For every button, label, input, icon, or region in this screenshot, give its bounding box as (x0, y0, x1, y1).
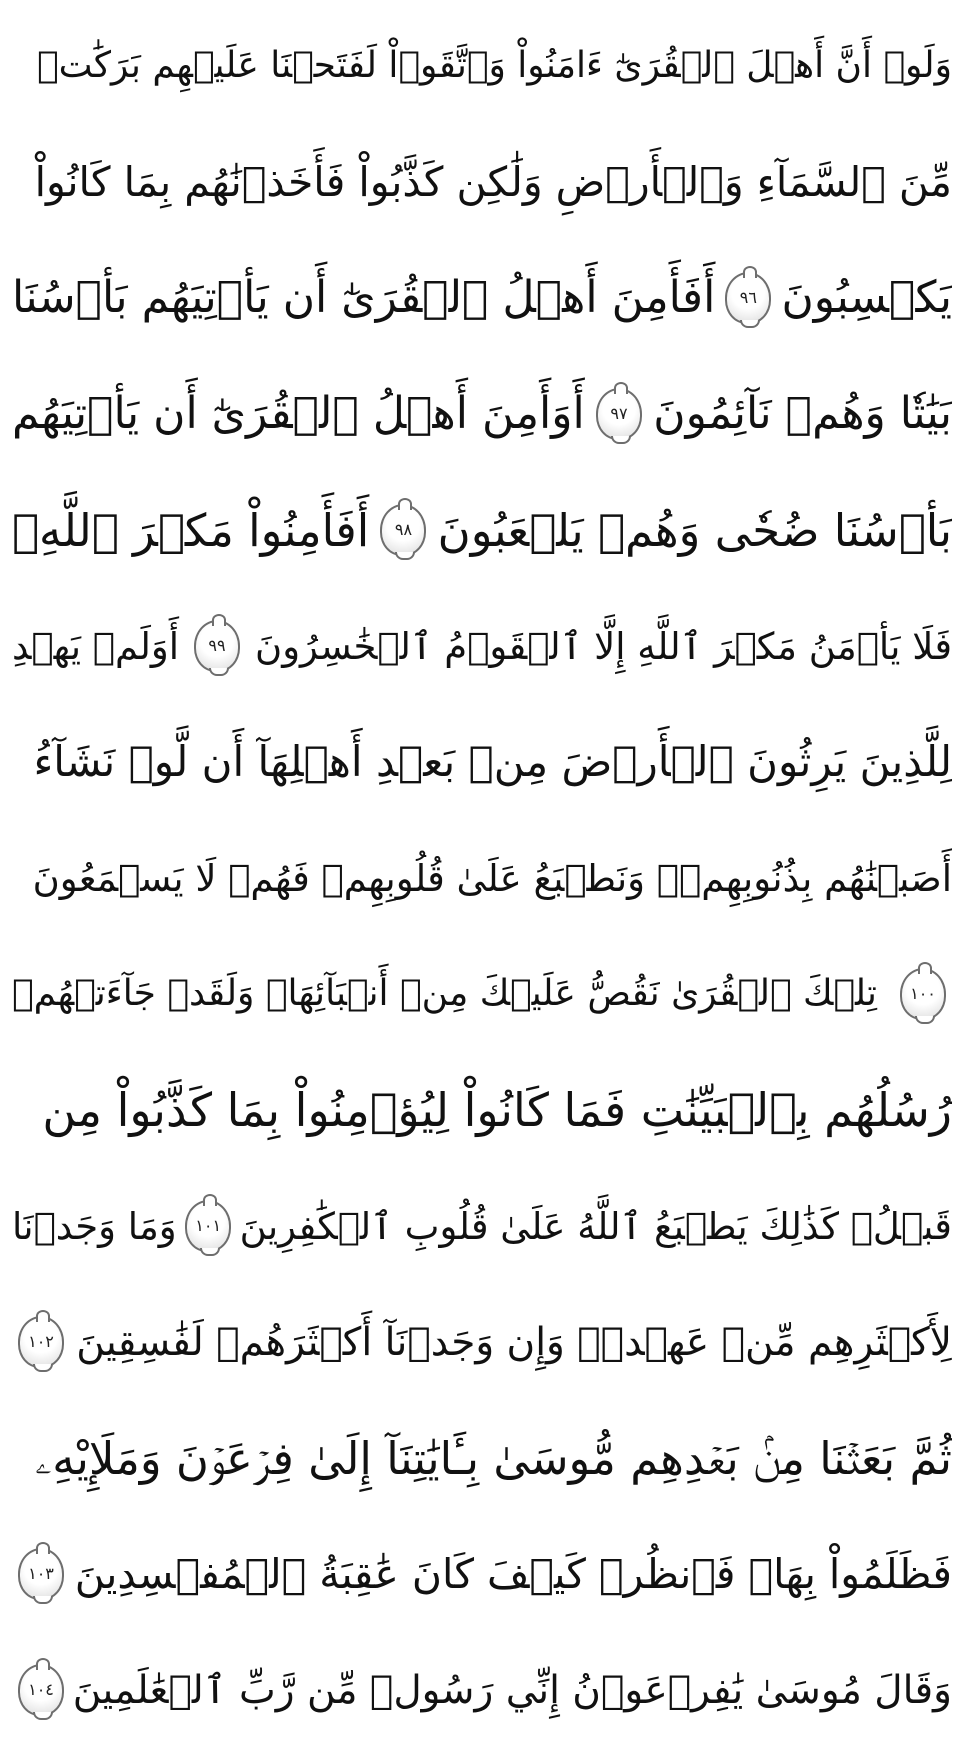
verse-text: بَأۡسُنَا ضُحٗى وَهُمۡ يَلۡعَبُونَ (437, 503, 952, 557)
ayah-number: ١٠٠ (910, 984, 936, 1003)
verse-line (12, 472, 952, 588)
verse-text: وَلَوۡ أَنَّ أَهۡلَ ٱلۡقُرَىٰٓ ءَامَنُواْ وَٱتَّقَوۡاْ لَفَتَحۡنَا عَلَيۡهِم بَرَكَٰتٖ (36, 45, 952, 86)
ayah-number-marker (596, 388, 642, 440)
verse-text: يَكۡسِبُونَ (781, 272, 952, 323)
ayah-number: ٩٩ (208, 636, 226, 655)
ayah-number-marker (185, 1200, 231, 1252)
ayah-number-marker (18, 1316, 64, 1368)
verse-text: فَلَا يَأۡمَنُ مَكۡرَ ٱللَّهِ إِلَّا ٱلۡقَوۡمُ ٱلۡخَٰسِرُونَ (255, 624, 952, 668)
verse-text: أَوَلَمۡ يَهۡدِ (12, 624, 180, 668)
ayah-number-marker (194, 620, 240, 672)
ayah-number-marker (725, 272, 771, 324)
verse-text: أَفَأَمِنَ أَهۡلُ ٱلۡقُرَىٰٓ أَن يَأۡتِيَهُم بَأۡسُنَا (12, 272, 716, 323)
verse-line (12, 820, 952, 936)
ayah-number-marker (18, 1548, 64, 1600)
ayah-number: ١٠٤ (28, 1680, 54, 1699)
ayah-number: ١٠٢ (28, 1332, 54, 1351)
ayah-number-marker (18, 1664, 64, 1716)
ayah-number-marker (380, 504, 426, 556)
verse-line (12, 356, 952, 472)
ayah-number-marker (900, 968, 946, 1020)
verse-line (12, 936, 952, 1052)
verse-text: لِأَكۡثَرِهِم مِّنۡ عَهۡدٖۖ وَإِن وَجَدۡنَآ أَكۡثَرَهُمۡ لَفَٰسِقِينَ (76, 1319, 952, 1365)
verse-text: مِّنَ ٱلسَّمَآءِ وَٱلۡأَرۡضِ وَلَٰكِن كَذَّبُواْ فَأَخَذۡنَٰهُم بِمَا كَانُواْ (34, 157, 952, 206)
verse-text: أَصَبۡنَٰهُم بِذُنُوبِهِمۡۚ وَنَطۡبَعُ عَلَىٰ قُلُوبِهِمۡ فَهُمۡ لَا يَسۡمَعُونَ (32, 856, 952, 900)
verse-text: قَبۡلُۚ كَذَٰلِكَ يَطۡبَعُ ٱللَّهُ عَلَىٰ قُلُوبِ ٱلۡكَٰفِرِينَ (239, 1204, 952, 1248)
verse-line (12, 1052, 952, 1168)
verse-text: أَفَأَمِنُواْ مَكۡرَ ٱللَّهِۚ (12, 503, 370, 557)
verse-line (12, 588, 952, 704)
verse-text: فَظَلَمُواْ بِهَاۖ فَٱنظُرۡ كَيۡفَ كَانَ عَٰقِبَةُ ٱلۡمُفۡسِدِينَ (74, 1549, 952, 1598)
verse-text: وَمَا وَجَدۡنَا (12, 1204, 177, 1248)
ayah-number: ١٠٣ (28, 1564, 54, 1583)
verse-text: رُسُلُهُم بِٱلۡبَيِّنَٰتِ فَمَا كَانُواْ لِيُؤۡمِنُواْ بِمَا كَذَّبُواْ مِن (42, 1083, 952, 1137)
verse-text: بَيَٰتٗا وَهُمۡ نَآئِمُونَ (653, 388, 952, 439)
ayah-number: ٩٨ (394, 520, 413, 539)
ayah-number: ٩٦ (739, 288, 757, 307)
verse-line (12, 1632, 952, 1748)
ayah-number: ١٠١ (195, 1216, 222, 1235)
verse-text: ثُمَّ بَعَثۡنَا مِنۢ بَعۡدِهِم مُّوسَىٰ بِـَٔايَٰتِنَآ إِلَىٰ فِرۡعَوۡنَ وَمَلَإِيْهِۦ (35, 1431, 952, 1485)
verse-line (12, 704, 952, 820)
verse-lines (12, 0, 952, 1753)
verse-text: وَقَالَ مُوسَىٰ يَٰفِرۡعَوۡنُ إِنِّي رَسُولٞ مِّن رَّبِّ ٱلۡعَٰلَمِينَ (72, 1667, 952, 1713)
verse-text: تِلۡكَ ٱلۡقُرَىٰ نَقُصُّ عَلَيۡكَ مِنۡ أَنۢبَآئِهَاۚ وَلَقَدۡ جَآءَتۡهُمۡ (12, 973, 877, 1014)
verse-line (12, 124, 952, 240)
verse-text: لِلَّذِينَ يَرِثُونَ ٱلۡأَرۡضَ مِنۢ بَعۡدِ أَهۡلِهَآ أَن لَّوۡ نَشَآءُ (33, 737, 952, 786)
verse-line (12, 8, 952, 124)
ayah-number: ٩٧ (610, 404, 628, 423)
verse-line (12, 240, 952, 356)
verse-text: أَوَأَمِنَ أَهۡلُ ٱلۡقُرَىٰٓ أَن يَأۡتِيَهُم (12, 388, 585, 439)
verse-line (12, 1516, 952, 1632)
verse-line (12, 1168, 952, 1284)
verse-line (12, 1284, 952, 1400)
verse-line (12, 1400, 952, 1516)
